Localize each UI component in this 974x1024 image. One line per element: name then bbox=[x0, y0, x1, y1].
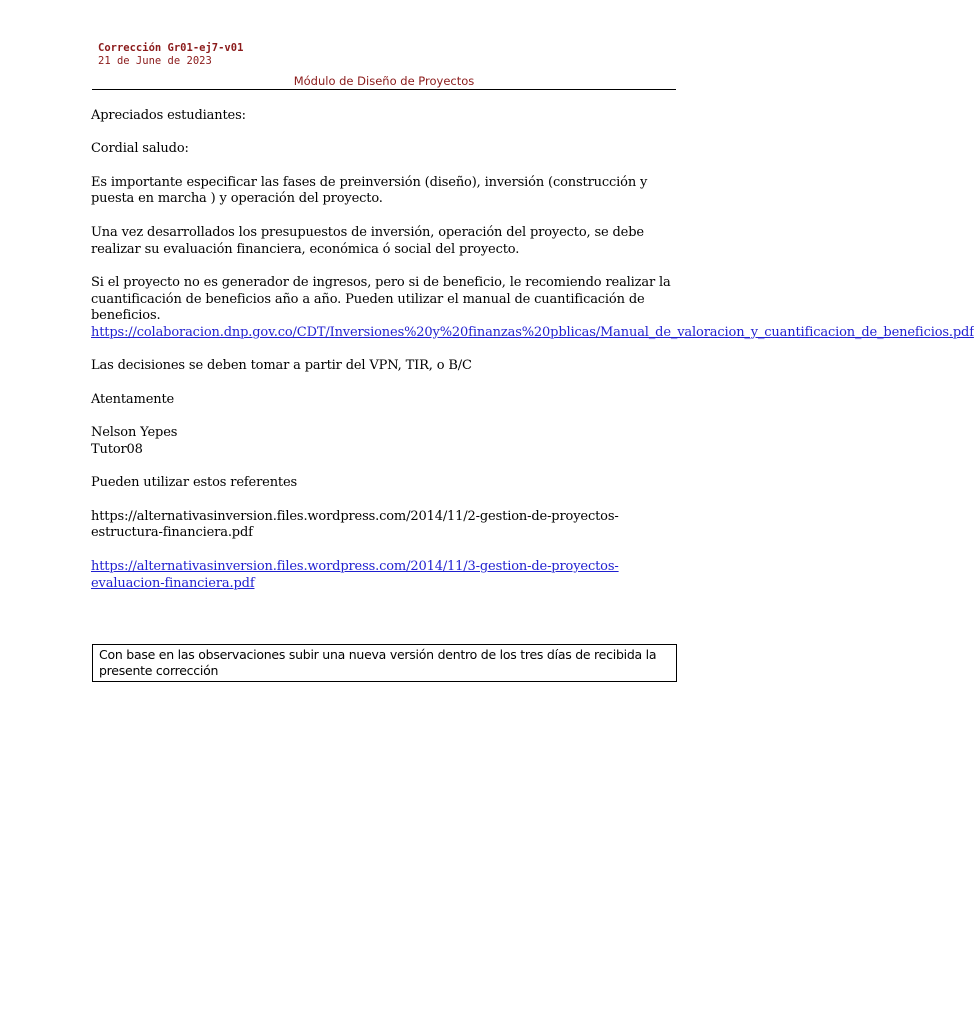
references-intro: Pueden utilizar estos referentes bbox=[91, 475, 298, 491]
signer-name: Nelson Yepes bbox=[91, 425, 178, 441]
paragraph-benefits: Si el proyecto no es generador de ingresos, pero si de beneficio, le recomiendo realizar la cuantificación de beneficios año a año. Pueden utilizar el manual de cuantificación de beneficios. bbox=[91, 274, 671, 324]
reference-2-link[interactable]: https://alternativasinversion.files.wordpress.com/2014/11/3-gestion-de-proyectos-evaluacion-financiera.pdf bbox=[91, 558, 619, 591]
signer-role: Tutor08 bbox=[91, 441, 143, 457]
document-header bbox=[98, 42, 678, 68]
header-divider bbox=[92, 89, 676, 90]
closing: Atentamente bbox=[91, 391, 175, 407]
greeting: Apreciados estudiantes: bbox=[91, 108, 246, 123]
paragraph-budgets: Una vez desarrollados los presupuestos de inversión, operación del proyecto, se debe realizar su evaluación financiera, económica ó social del proyecto. bbox=[91, 224, 644, 257]
reference-1: https://alternativasinversion.files.wordpress.com/2014/11/2-gestion-de-proyectos-estructura-financiera.pdf bbox=[91, 508, 619, 541]
correction-date: 21 de June de 2023 bbox=[98, 55, 212, 67]
module-title: Módulo de Diseño de Proyectos bbox=[293, 74, 475, 88]
manual-link[interactable]: https://colaboracion.dnp.gov.co/CDT/Inversiones%20y%20finanzas%20pblicas/Manual_de_valoracion_y_cuantificacion_de_beneficios.pdf bbox=[91, 325, 974, 341]
signature-block bbox=[91, 425, 679, 458]
salutation: Cordial saludo: bbox=[91, 141, 189, 157]
reference-2-block bbox=[91, 559, 679, 592]
correction-id: Corrección Gr01-ej7-v01 bbox=[98, 42, 244, 54]
paragraph-phases: Es importante especificar las fases de preinversión (diseño), inversión (construcción y puesta en marcha ) y operación del proyecto. bbox=[91, 174, 648, 207]
paragraph-decisions: Las decisiones se deben tomar a partir del VPN, TIR, o B/C bbox=[91, 358, 472, 374]
letter-body bbox=[91, 108, 974, 609]
resubmission-notice: Con base en las observaciones subir una nueva versión dentro de los tres días de recibida la presente corrección bbox=[92, 644, 677, 682]
paragraph-benefits-block bbox=[91, 274, 974, 342]
